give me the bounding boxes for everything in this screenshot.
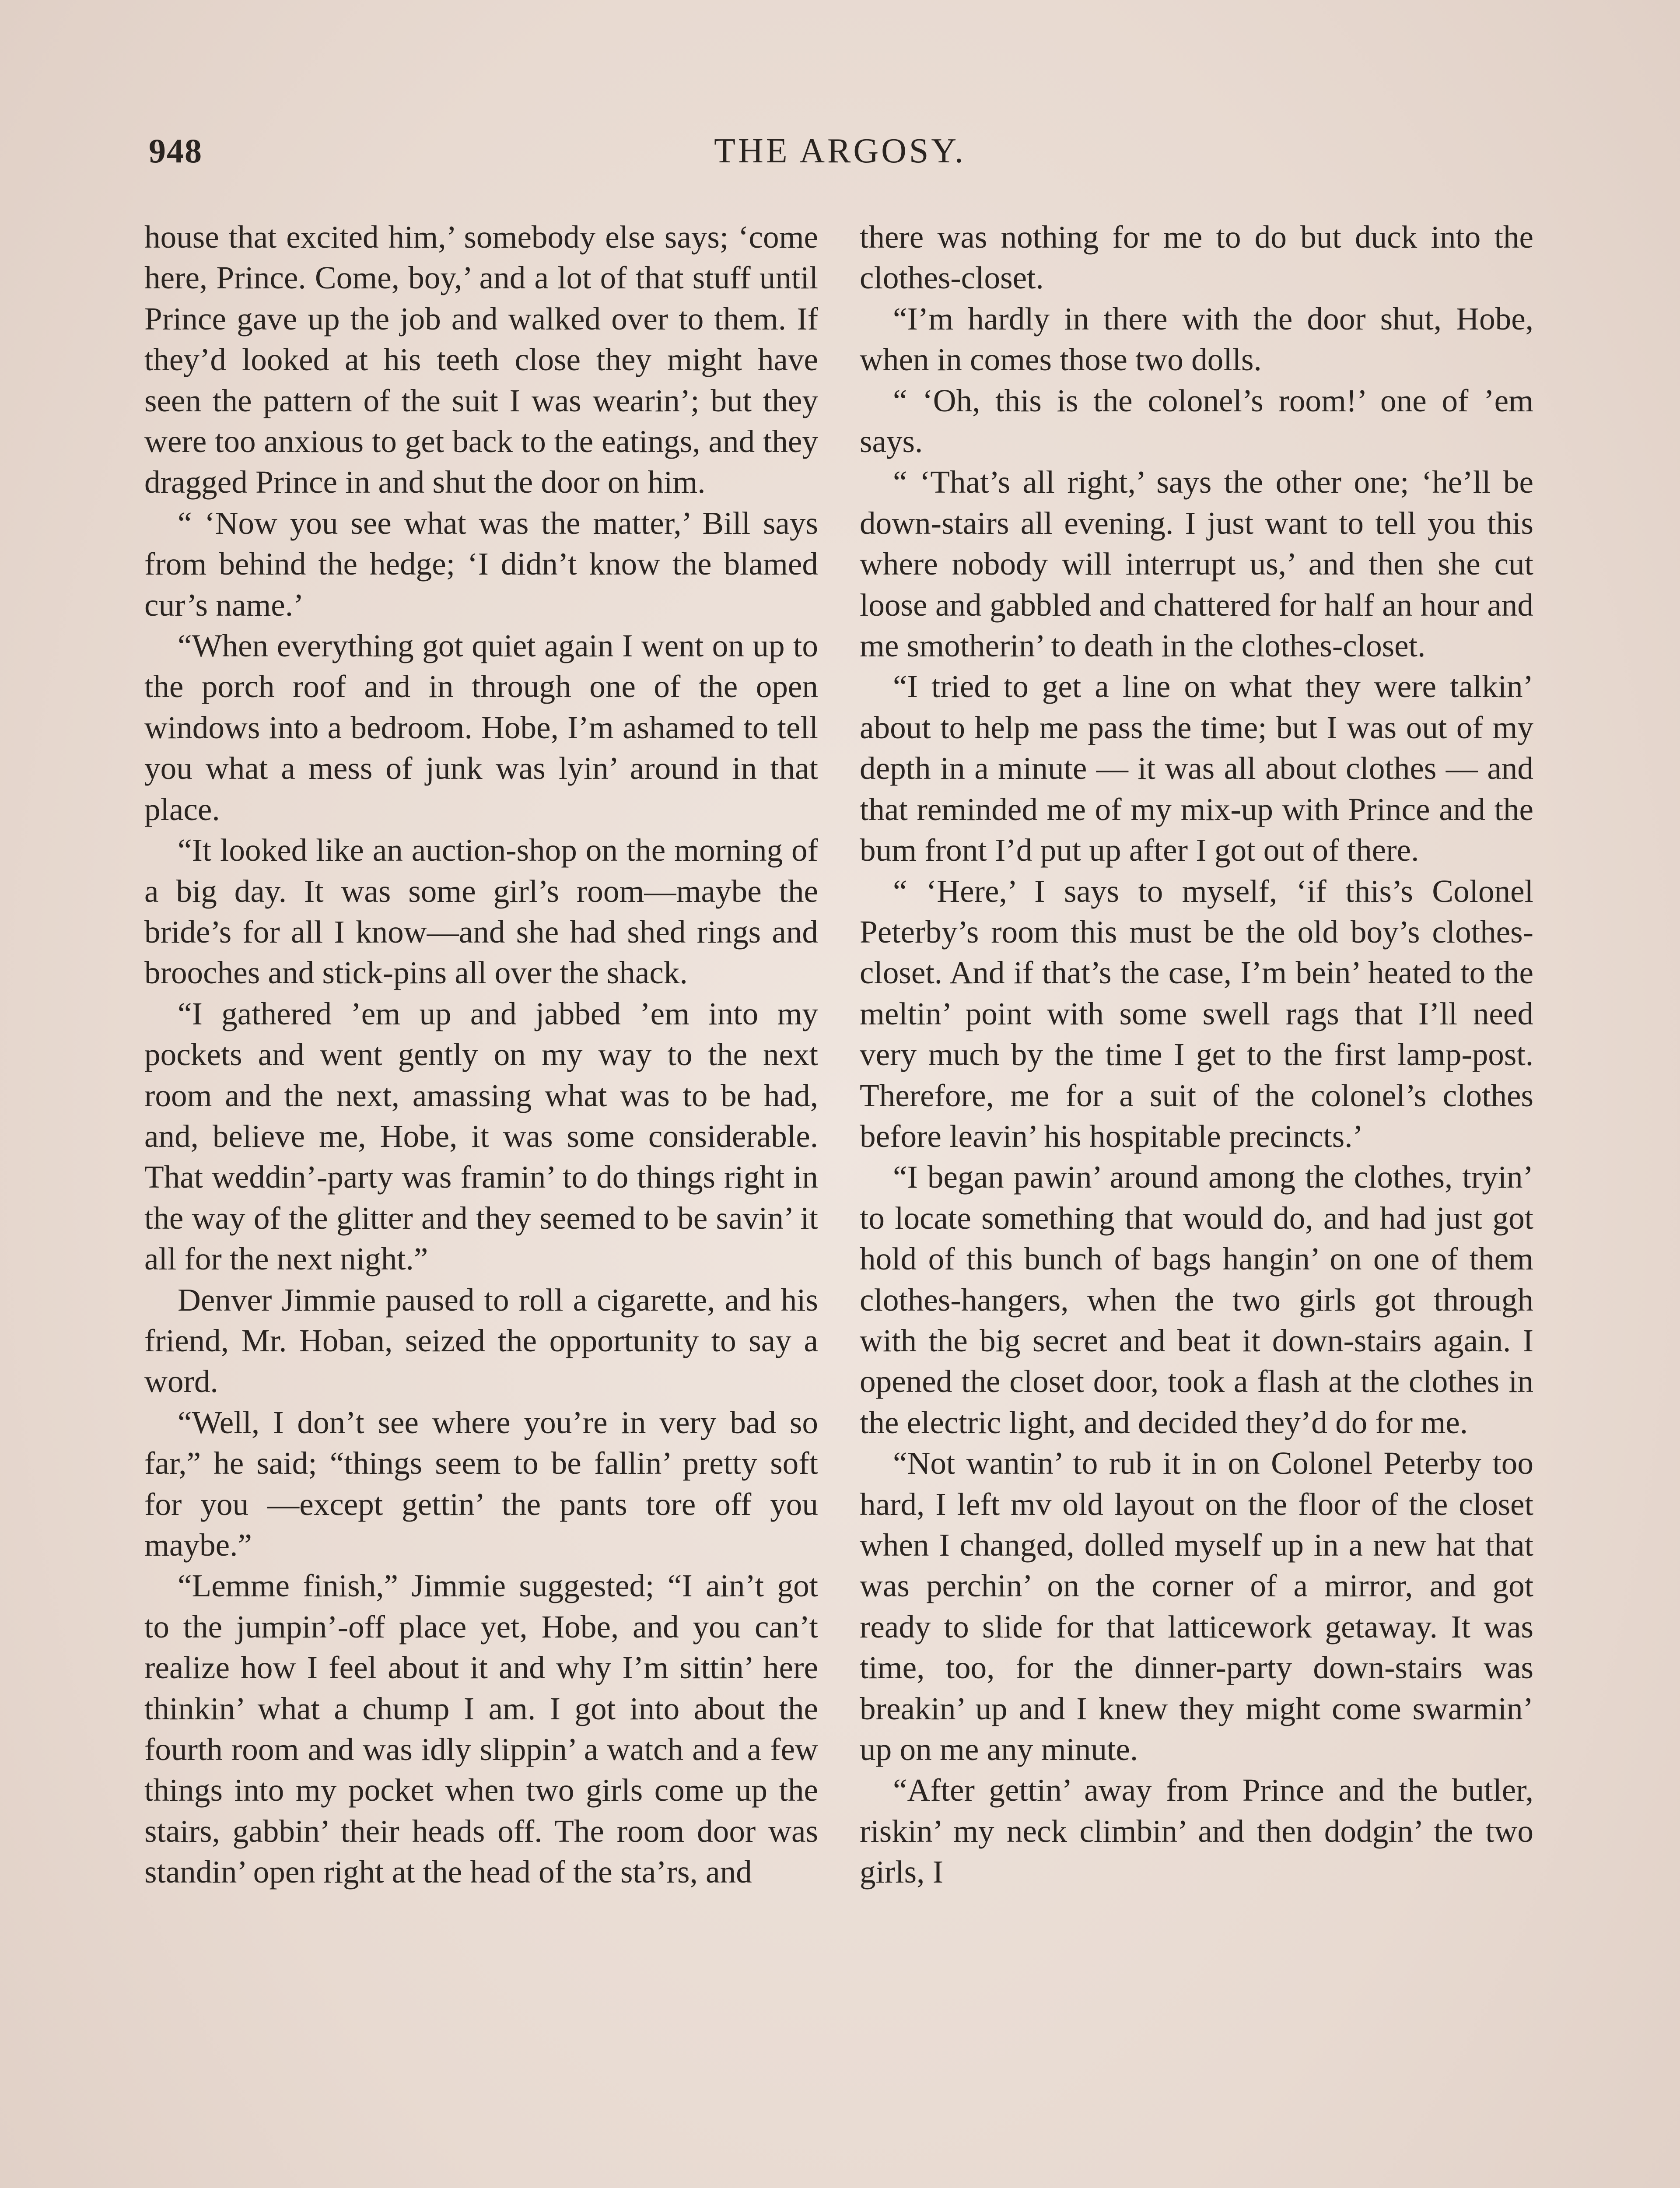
paragraph: “Lemme finish,” Jimmie suggested; “I ain’t got to the jumpin’-off place yet, Hobe, and you can’t realize how I feel about it and why I’m sittin’ here thinkin’ what a chump I am. I got into about the fourth room and was idly slippin’ a watch and a few things into my pocket when two girls come up the stairs, gabbin’ their heads off. The room door was standin’ open right at the head of the sta’rs, and <box>144 1568 818 1890</box>
paragraph: “After gettin’ away from Prince and the butler, riskin’ my neck climbin’ and then dodgin’ the two girls, I <box>860 1772 1533 1890</box>
paragraph: Denver Jimmie paused to roll a cigarette, and his friend, Mr. Hoban, seized the opportunity to say a word. <box>144 1282 818 1399</box>
paragraph: “I tried to get a line on what they were talkin’ about to help me pass the time; but I was out of my depth in a minute — it was all about clothes — and that reminded me of my mix-up with Prince and the bum front I’d put up after I got out of there. <box>860 669 1533 868</box>
paragraph: house that excited him,’ somebody else says; ‘come here, Prince. Come, boy,’ and a lot of that stuff until Prince gave up the job and walked over to them. If they’d looked at his teeth close they might have seen the pattern of the suit I was wearin’; but they were too anxious to get back to the eatings, and they dragged Prince in and shut the door on him. <box>144 219 818 500</box>
paragraph: “When everything got quiet again I went on up to the porch roof and in through one of the open windows into a bedroom. Hobe, I’m ashamed to tell you what a mess of junk was lyin’ around in that place. <box>144 628 818 827</box>
paragraph: “Well, I don’t see where you’re in very bad so far,” he said; “things seem to be fallin’ pretty soft for you —except gettin’ the pants tore off you maybe.” <box>144 1404 818 1563</box>
paragraph: “I’m hardly in there with the door shut, Hobe, when in comes those two dolls. <box>860 301 1533 378</box>
paragraph: “Not wantin’ to rub it in on Colonel Peterby too hard, I left mv old layout on the floor of the closet when I changed, dolled myself up in a new hat that was perchin’ on the corner of a mirror, and got ready to slide for that latticework getaway. It was time, too, for the dinner-party down-stairs was breakin’ up and I knew they might come swarmin’ up on me any minute. <box>860 1445 1533 1767</box>
paragraph: there was nothing for me to do but duck into the clothes-closet. <box>860 219 1533 296</box>
paragraph: “It looked like an auction-shop on the morning of a big day. It was some girl’s room—maybe the bride’s for all I know—and she had shed rings and brooches and stick-pins all over the shack. <box>144 832 818 991</box>
paragraph: “ ‘Here,’ I says to myself, ‘if this’s Colonel Peterby’s room this must be the old boy’s clothes-closet. And if that’s the case, I’m bein’ heated to the meltin’ point with some swell rags that I’ll need very much by the time I get to the first lamp-post. Therefore, me for a suit of the colonel’s clothes before leavin’ his hospitable precincts.’ <box>860 873 1533 1154</box>
paragraph: “ ‘Now you see what was the matter,’ Bill says from behind the hedge; ‘I didn’t know the blamed cur’s name.’ <box>144 505 818 623</box>
paragraph: “I began pawin’ around among the clothes, tryin’ to locate something that would do, and had just got hold of this bunch of bags hangin’ on one of them clothes-hangers, when the two girls got through with the big secret and beat it down-stairs again. I opened the closet door, took a flash at the clothes in the electric light, and decided they’d do for me. <box>860 1159 1533 1440</box>
page-header <box>140 131 1540 188</box>
paragraph: “I gathered ’em up and jabbed ’em into my pockets and went gently on my way to the next room and the next, amassing what was to be had, and, believe me, Hobe, it was some considerable. That weddin’-party was framin’ to do things right in the way of the glitter and they seemed to be savin’ it all for the next night.” <box>144 996 818 1277</box>
paragraph: “ ‘Oh, this is the colonel’s room!’ one of ’em says. <box>860 382 1533 459</box>
page-number: 948 <box>149 132 203 170</box>
paragraph: “ ‘That’s all right,’ says the other one; ‘he’ll be down-stairs all evening. I just want to tell you this where nobody will interrupt us,’ and then she cut loose and gabbled and chattered for half an hour and me smotherin’ to death in the clothes-closet. <box>860 464 1533 664</box>
running-title: THE ARGOSY. <box>714 132 966 170</box>
left-column <box>144 217 818 1893</box>
right-column <box>860 217 1533 1893</box>
